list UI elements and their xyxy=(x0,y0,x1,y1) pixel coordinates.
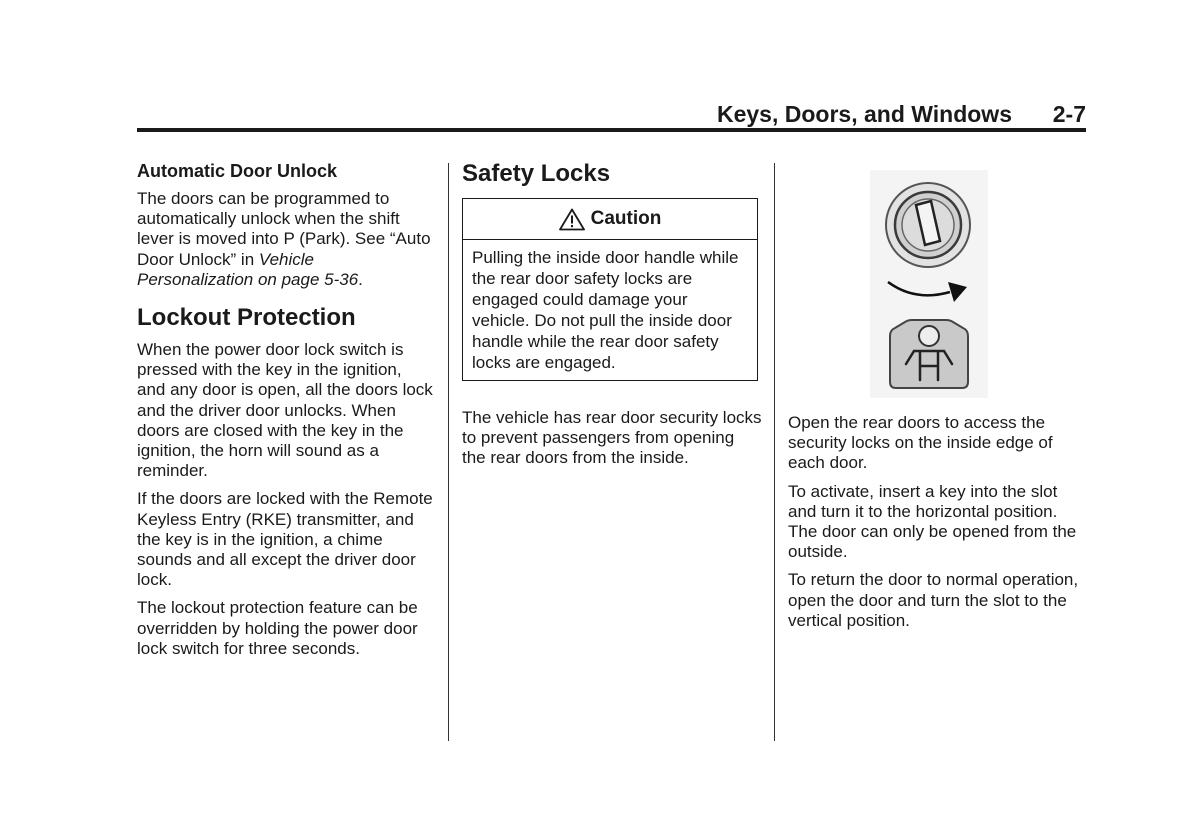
warning-triangle-icon xyxy=(559,208,585,231)
section-title-safety-locks: Safety Locks xyxy=(462,160,611,187)
column-divider-2 xyxy=(774,163,775,741)
page-header xyxy=(137,100,1086,128)
column-1 xyxy=(137,160,433,667)
paragraph-auto-unlock-end: . xyxy=(358,269,363,289)
column-divider-1 xyxy=(448,163,449,741)
paragraph-auto-unlock-text: The doors can be programmed to automatically unlock when the shift lever is moved into P (Park). See “Auto Door Unlock” in xyxy=(137,189,431,269)
chapter-title: Keys, Doors, and Windows xyxy=(716,101,1012,127)
heading-automatic-door-unlock: Automatic Door Unlock xyxy=(137,161,338,181)
paragraph-return-normal: To return the door to normal operation, open the door and turn the slot to the vertical position. xyxy=(788,570,1079,630)
paragraph-activate: To activate, insert a key into the slot and turn it to the horizontal position. The door can only be opened from the outside. xyxy=(788,481,1077,562)
caution-box xyxy=(462,198,758,381)
section-title-lockout-protection: Lockout Protection xyxy=(137,304,356,332)
paragraph-lockout-2: If the doors are locked with the Remote Keyless Entry (RKE) transmitter, and the key is in the ignition, a chime sounds and all except the driver door lock. xyxy=(137,489,433,590)
caution-label: Caution xyxy=(590,208,662,229)
column-3 xyxy=(788,160,1088,639)
column-2 xyxy=(462,160,762,477)
page-number: 2-7 xyxy=(1052,101,1086,127)
paragraph-safety-locks: The vehicle has rear door security locks to prevent passengers from opening the rear doors from the inside. xyxy=(462,408,762,468)
paragraph-access-locks: Open the rear doors to access the security locks on the inside edge of each door. xyxy=(788,413,1053,473)
caution-text: Pulling the inside door handle while the rear door safety locks are engaged could damage your vehicle. Do not pull the inside door handle while the rear door safety locks are engaged. xyxy=(472,248,739,372)
cross-reference-link[interactable]: Vehicle Personalization on page 5-36 xyxy=(137,249,359,289)
paragraph-lockout-1: When the power door lock switch is pressed with the key in the ignition, and any door is open, all the doors lock and the driver door unlocks. When doors are closed with the key in the ignition, the horn will sound as a reminder. xyxy=(137,340,433,481)
header-rule xyxy=(137,128,1086,132)
paragraph-auto-unlock xyxy=(137,189,433,290)
caution-header xyxy=(463,199,757,240)
paragraph-lockout-3: The lockout protection feature can be overridden by holding the power door lock switch for three seconds. xyxy=(137,598,418,658)
